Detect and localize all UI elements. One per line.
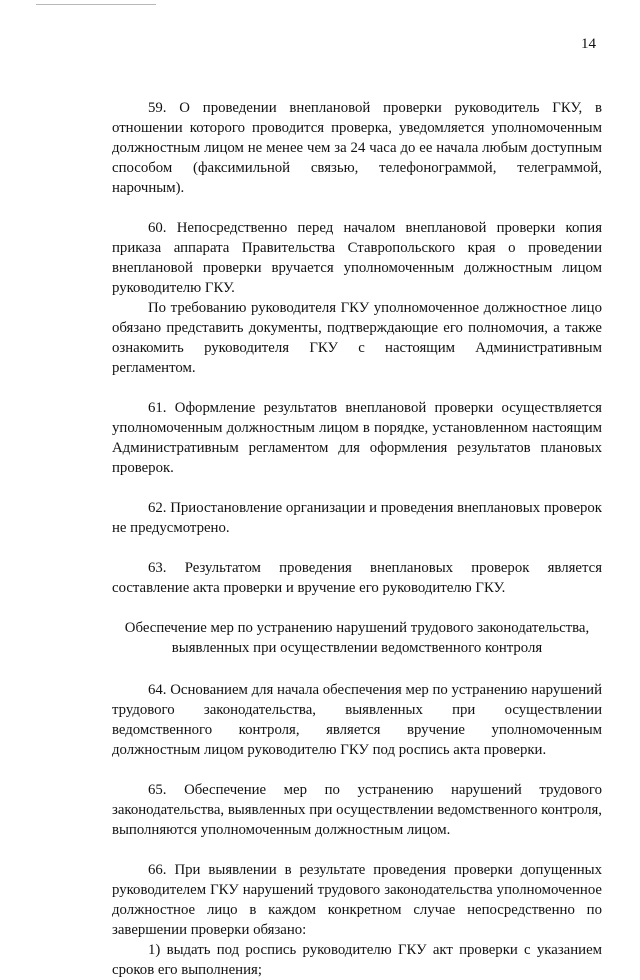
paragraph-59: 59. О проведении внеплановой проверки руководитель ГКУ, в отношении которого проводится проверка, уведомляется уполномоченным должностным лицом не менее чем за 24 часа до ее начала любым доступным способом (факсимильной связью, телефонограммой, телеграммой, нарочным). (112, 100, 602, 196)
page-number: 14 (581, 36, 596, 52)
paragraph-63: 63. Результатом проведения внеплановых проверок является составление акта проверки и вручение его руководителю ГКУ. (112, 560, 602, 596)
paragraph-64: 64. Основанием для начала обеспечения мер по устранению нарушений трудового законодательства, выявленных при осуществлении ведомственного контроля, является вручение уполномоченным должностным лицом руководителю ГКУ под роспись акта проверки. (112, 682, 602, 758)
document-body (112, 98, 602, 980)
paragraph-65: 65. Обеспечение мер по устранению нарушений трудового законодательства, выявленных при осуществлении ведомственного контроля, выполняются уполномоченным должностным лицом. (112, 782, 602, 838)
paragraph-66: 66. При выявлении в результате проведения проверки допущенных руководителем ГКУ нарушений трудового законодательства уполномоченное должностное лицо в каждом конкретном случае непосредственно по завершении проверки обязано: (112, 862, 602, 938)
paragraph-60: 60. Непосредственно перед началом внеплановой проверки копия приказа аппарата Правительства Ставропольского края о проведении внеплановой проверки вручается уполномоченным должностным лицом руководителю ГКУ. (112, 220, 602, 296)
paragraph-66-item-1: 1) выдать под роспись руководителю ГКУ акт проверки с указанием сроков его выполнения; (112, 942, 602, 978)
section-heading: Обеспечение мер по устранению нарушений трудового законодательства, выявленных при осуществлении ведомственного контроля (124, 620, 590, 656)
paragraph-60-continued: По требованию руководителя ГКУ уполномоченное должностное лицо обязано представить документы, подтверждающие его полномочия, а также ознакомить руководителя ГКУ с настоящим Административным регламентом. (112, 300, 602, 376)
paragraph-61: 61. Оформление результатов внеплановой проверки осуществляется уполномоченным должностным лицом в порядке, установленном настоящим Административным регламентом для оформления результатов плановых проверок. (112, 400, 602, 476)
top-edge-line (36, 4, 156, 5)
paragraph-62: 62. Приостановление организации и проведения внеплановых проверок не предусмотрено. (112, 500, 602, 536)
